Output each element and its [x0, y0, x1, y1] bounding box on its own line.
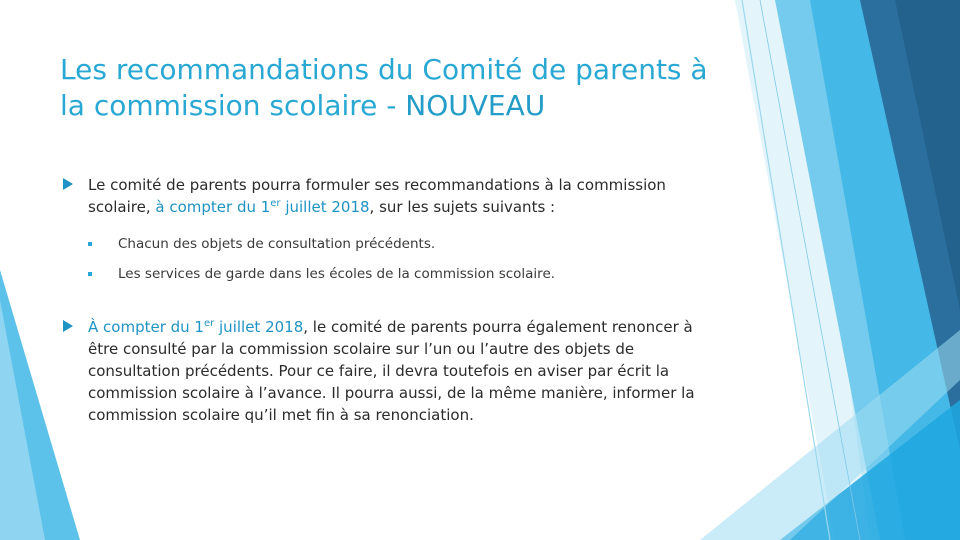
- title-line-2: la commission scolaire -: [60, 89, 406, 122]
- bullet-text: , le comité de parents pourra également renoncer à être consulté par la commission scolaire sur l’un ou l’autre des objets de consultation précédents. Pour ce faire, il devra toutefois en aviser par écrit la commission scolaire à l’avance. Il pourra aussi, de la même manière, informer la commission scolaire qu’il met fin à sa renonciation.: [88, 318, 695, 424]
- triangle-bullet-icon: [62, 178, 74, 190]
- date-suffix: juillet 2018: [280, 198, 370, 216]
- square-bullet-icon: [88, 242, 92, 246]
- bullet-date: [155, 198, 369, 216]
- slide-title: [60, 52, 740, 124]
- sub-bullet-text: Les services de garde dans les écoles de la commission scolaire.: [118, 266, 556, 282]
- title-emphasis: NOUVEAU: [405, 89, 546, 122]
- date-superscript: er: [203, 318, 215, 329]
- title-line-1: Les recommandations du Comité de parents à: [60, 53, 708, 86]
- bullet-date: [88, 318, 303, 336]
- bullet-text: Le comité de parents pourra formuler ses recommandations à la commission scolaire,: [88, 176, 666, 216]
- date-prefix: À compter du 1: [88, 318, 204, 336]
- date-superscript: er: [270, 198, 281, 209]
- sub-bullet-item: [62, 234, 722, 254]
- slide-content: [62, 174, 722, 426]
- bullet-item: [62, 174, 722, 218]
- bullet-text-end: , sur les sujets suivants :: [369, 198, 556, 216]
- sub-bullet-text: Chacun des objets de consultation précédents.: [118, 236, 436, 252]
- square-bullet-icon: [88, 272, 92, 276]
- sub-bullet-item: [62, 264, 722, 284]
- triangle-bullet-icon: [62, 320, 74, 332]
- date-suffix: juillet 2018: [214, 318, 304, 336]
- bullet-item: [62, 316, 722, 426]
- date-prefix: à compter du 1: [155, 198, 271, 216]
